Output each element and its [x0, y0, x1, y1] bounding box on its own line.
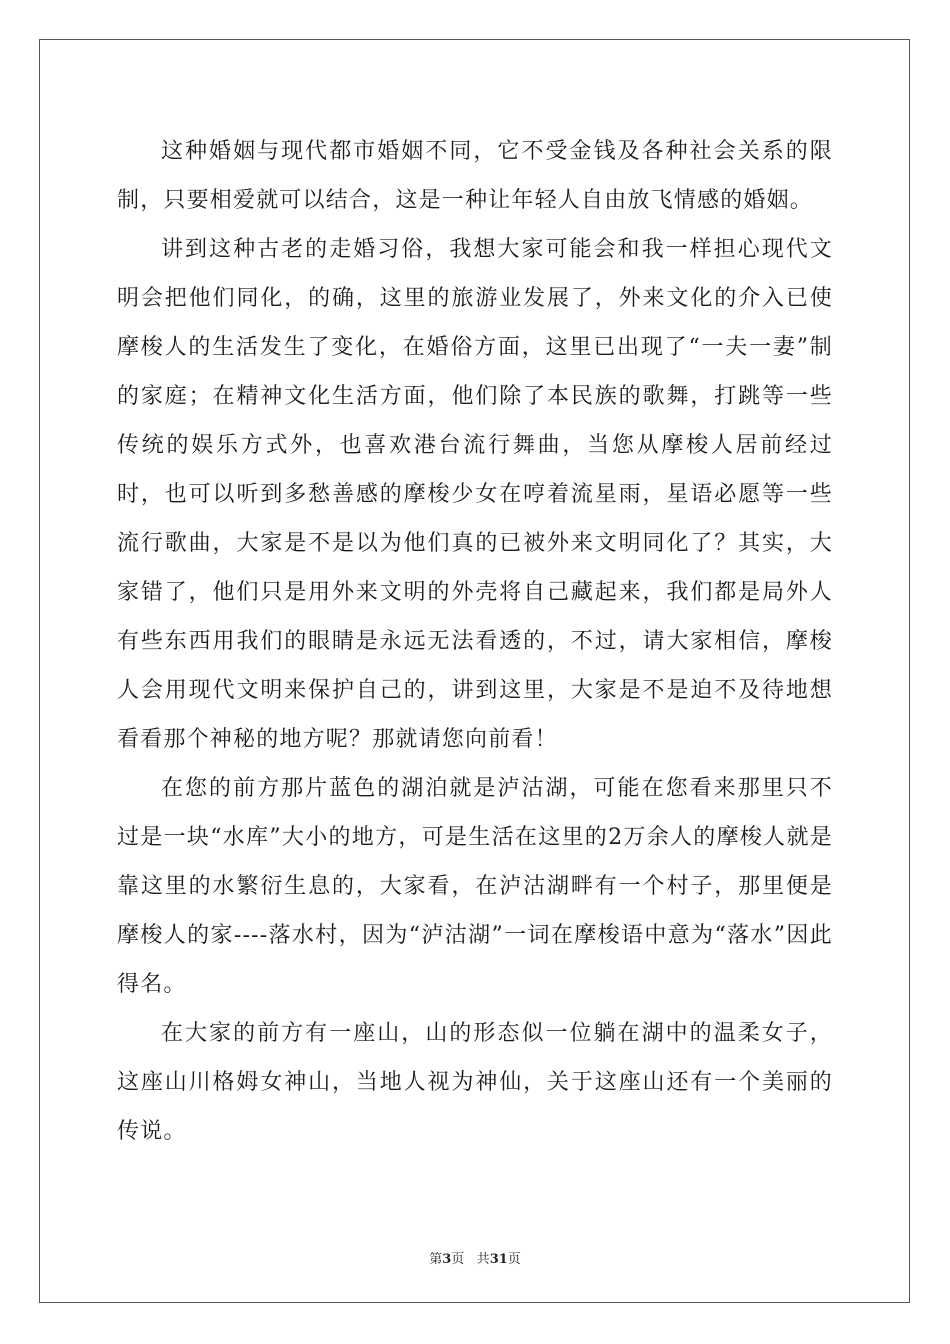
- footer-total-suffix: 页: [507, 1252, 521, 1267]
- current-page-number: 3: [442, 1252, 452, 1267]
- total-pages-number: 31: [489, 1252, 508, 1267]
- paragraph-2: 讲到这种古老的走婚习俗，我想大家可能会和我一样担心现代文明会把他们同化，的确，这里的旅游业发展了，外来文化的介入已使摩梭人的生活发生了变化，在婚俗方面，这里已出现了“一夫一妻”制的家庭；在精神文化生活方面，他们除了本民族的歌舞，打跳等一些传统的娱乐方式外，也喜欢港台流行舞曲，当您从摩梭人居前经过时，也可以听到多愁善感的摩梭少女在哼着流星雨，星语必愿等一些流行歌曲，大家是不是以为他们真的已被外来文明同化了？其实，大家错了，他们只是用外来文明的外壳将自己藏起来，我们都是局外人有些东西用我们的眼睛是永远无法看透的，不过，请大家相信，摩梭人会用现代文明来保护自己的，讲到这里，大家是不是迫不及待地想看看那个神秘的地方呢？那就请您向前看！: [117, 237, 833, 752]
- page-footer: [0, 1248, 950, 1267]
- footer-page-suffix: 页: [451, 1252, 465, 1267]
- footer-prefix: 第: [429, 1252, 443, 1267]
- paragraph-1: 这种婚姻与现代都市婚姻不同，它不受金钱及各种社会关系的限制，只要相爱就可以结合，这是一种让年轻人自由放飞情感的婚姻。: [117, 139, 833, 213]
- paragraph-3: 在您的前方那片蓝色的湖泊就是泸沽湖，可能在您看来那里只不过是一块“水库”大小的地方，可是生活在这里的2万余人的摩梭人就是靠这里的水繁衍生息的，大家看，在泸沽湖畔有一个村子，那里便是摩梭人的家----落水村，因为“泸沽湖”一词在摩梭语中意为“落水”因此得名。: [117, 776, 833, 997]
- footer-total-prefix: 共: [476, 1252, 490, 1267]
- document-body: [117, 127, 833, 1156]
- paragraph-4: 在大家的前方有一座山，山的形态似一位躺在湖中的温柔女子，这座山川格姆女神山，当地人视为神仙，关于这座山还有一个美丽的传说。: [117, 1021, 833, 1144]
